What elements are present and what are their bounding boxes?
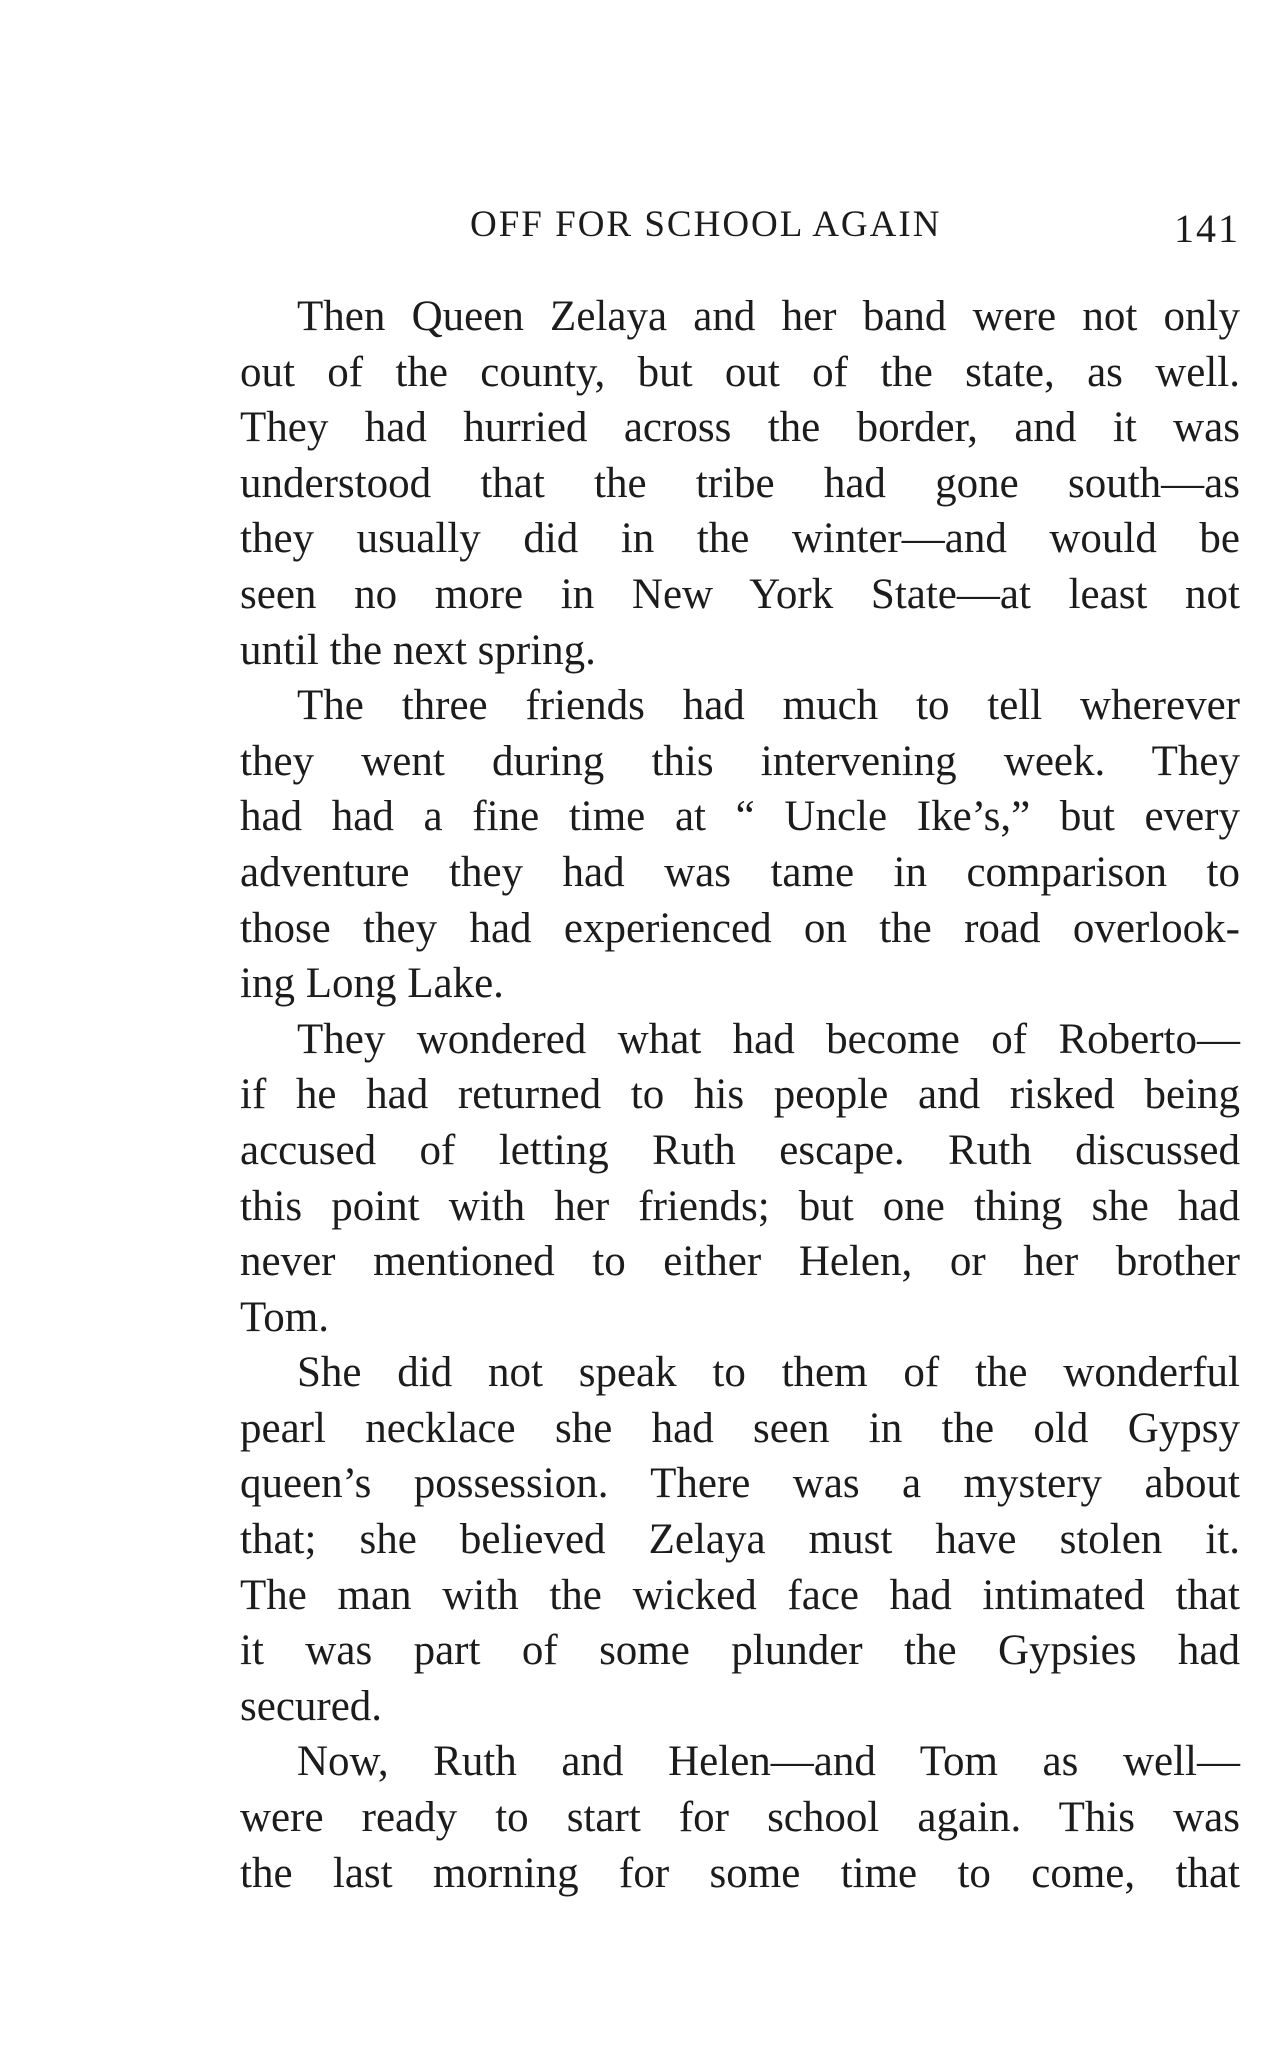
text-line: adventure they had was tame in comparison to — [240, 848, 1240, 896]
text-line: they went during this intervening week. They — [240, 737, 1240, 785]
text-line: were ready to start for school again. This was — [240, 1794, 1240, 1842]
text-line: They had hurried across the border, and it was — [240, 404, 1240, 452]
text-line: if he had returned to his people and risked being — [240, 1071, 1240, 1119]
paragraph-2 — [240, 678, 1240, 1012]
text-line: never mentioned to either Helen, or her brother — [240, 1238, 1240, 1286]
text-line: that; she believed Zelaya must have stolen it. — [240, 1516, 1240, 1564]
text-line: She did not speak to them of the wonderful — [297, 1349, 1240, 1397]
paragraph-4 — [240, 1345, 1240, 1734]
text-line: the last morning for some time to come, that — [240, 1849, 1240, 1897]
paragraph-1 — [240, 289, 1240, 678]
text-line: Tom. — [240, 1293, 329, 1341]
text-line: ing Long Lake. — [240, 960, 504, 1008]
page-number: 141 — [1174, 206, 1240, 251]
text-line: Now, Ruth and Helen—and Tom as well— — [297, 1738, 1240, 1786]
text-line: those they had experienced on the road overlook- — [240, 904, 1240, 952]
running-head — [240, 200, 1240, 250]
paragraph-5 — [240, 1734, 1240, 1901]
text-line: The man with the wicked face had intimated that — [240, 1571, 1240, 1619]
text-line: accused of letting Ruth escape. Ruth discussed — [240, 1126, 1240, 1174]
text-line: this point with her friends; but one thing she had — [240, 1182, 1240, 1230]
text-line: secured. — [240, 1682, 383, 1730]
text-line: seen no more in New York State—at least not — [240, 570, 1240, 618]
text-line: had had a fine time at “ Uncle Ike’s,” but every — [240, 793, 1240, 841]
running-title: OFF FOR SCHOOL AGAIN — [470, 204, 942, 245]
text-line: queen’s possession. There was a mystery about — [240, 1460, 1240, 1508]
text-line: out of the county, but out of the state, as well. — [240, 348, 1240, 396]
text-line: They wondered what had become of Roberto— — [297, 1015, 1240, 1063]
text-line: pearl necklace she had seen in the old Gypsy — [240, 1404, 1240, 1452]
text-line: they usually did in the winter—and would be — [240, 515, 1240, 563]
paragraph-3 — [240, 1012, 1240, 1346]
text-line: until the next spring. — [240, 626, 596, 674]
body-text — [240, 289, 1240, 1901]
text-line: Then Queen Zelaya and her band were not only — [297, 293, 1240, 340]
text-line: it was part of some plunder the Gypsies had — [240, 1627, 1240, 1675]
text-line: The three friends had much to tell wherever — [297, 682, 1240, 730]
text-line: understood that the tribe had gone south—as — [240, 459, 1240, 507]
